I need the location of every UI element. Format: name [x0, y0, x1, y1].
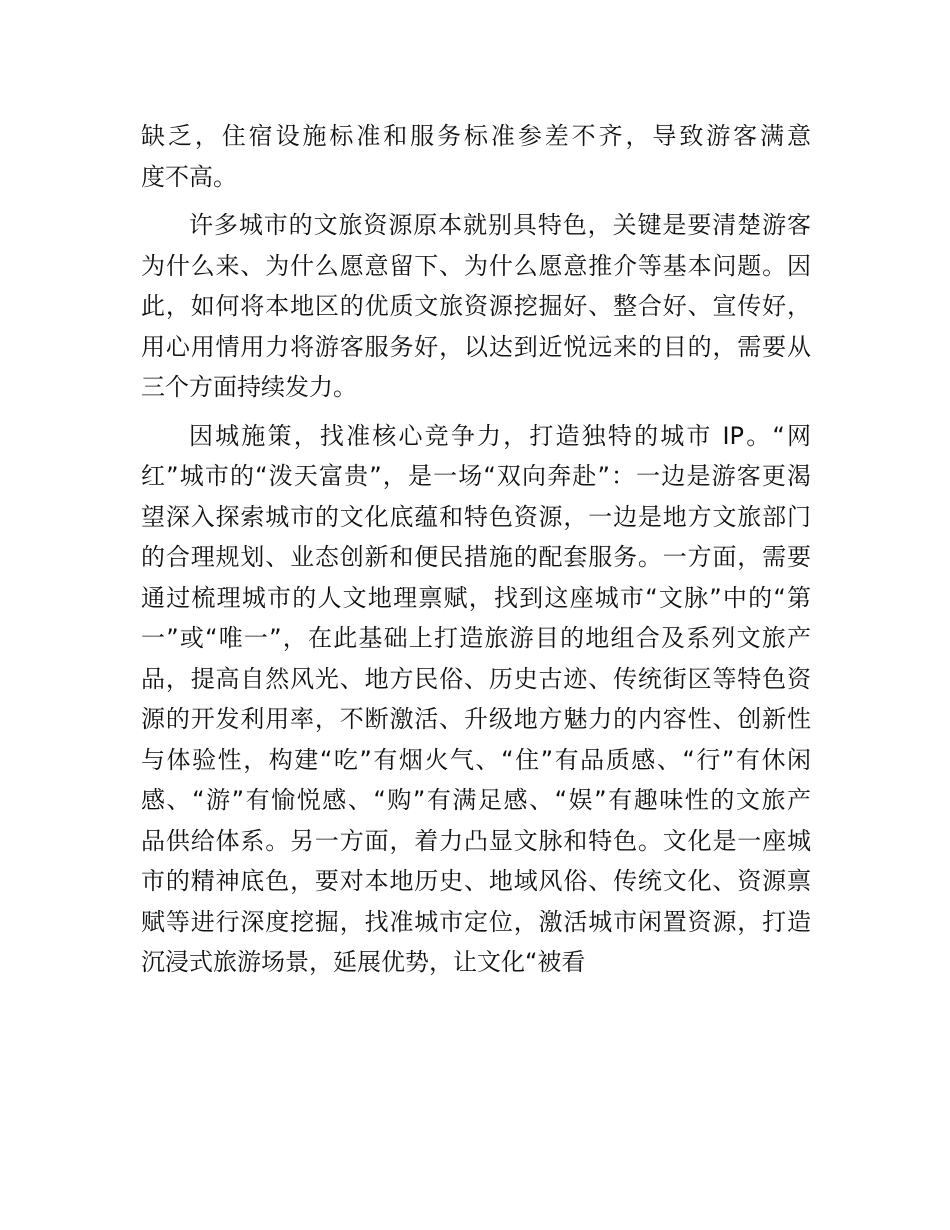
- paragraph-line: 通过梳理城市的人文地理禀赋，找到这座城市“文脉”中的“第: [141, 583, 811, 612]
- paragraph-line: 感、“游”有愉悦感、“购”有满足感、“娱”有趣味性的文旅产: [141, 786, 811, 814]
- paragraph-line: 品供给体系。另一方面，着力凸显文脉和特色。文化是一座城: [141, 826, 811, 855]
- paragraph-line: 此，如何将本地区的优质文旅资源挖掘好、整合好、宣传好，: [141, 292, 811, 320]
- paragraph-line: 为什么来、为什么愿意留下、为什么愿意推介等基本问题。因: [141, 251, 811, 280]
- paragraph-line: 用心用情用力将游客服务好，以达到近悦远来的目的，需要从: [141, 332, 811, 361]
- paragraph-3: [141, 416, 811, 983]
- paragraph-line: 缺乏，住宿设施标准和服务标准参差不齐，导致游客满意: [141, 122, 811, 150]
- paragraph-line: 赋等进行深度挖掘，找准城市定位，激活城市闲置资源，打造: [141, 907, 811, 936]
- document-body: [141, 116, 811, 983]
- paragraph-line: 许多城市的文旅资源原本就别具特色，关键是要清楚游客: [189, 211, 811, 239]
- paragraph-line: 品，提高自然风光、地方民俗、历史古迹、传统街区等特色资: [141, 664, 811, 693]
- paragraph-line: 源的开发利用率，不断激活、升级地方魅力的内容性、创新性: [141, 705, 811, 733]
- paragraph-line: 三个方面持续发力。: [141, 373, 357, 401]
- paragraph-line: 一”或“唯一”，在此基础上打造旅游目的地组合及系列文旅产: [141, 624, 811, 652]
- paragraph-2: [141, 205, 811, 408]
- paragraph-line: 度不高。: [141, 162, 237, 191]
- paragraph-1: [141, 116, 811, 197]
- paragraph-line: 与体验性，构建“吃”有烟火气、“住”有品质感、“行”有休闲: [141, 745, 811, 774]
- paragraph-line: 市的精神底色，要对本地历史、地域风俗、传统文化、资源禀: [141, 867, 811, 895]
- paragraph-line: 红”城市的“泼天富贵”，是一场“双向奔赴”：一边是游客更渴: [141, 462, 811, 490]
- paragraph-line: 因城施策，找准核心竞争力，打造独特的城市 IP。“网: [189, 421, 811, 450]
- paragraph-line: 的合理规划、业态创新和便民措施的配套服务。一方面，需要: [141, 543, 811, 571]
- paragraph-line: 沉浸式旅游场景，延展优势，让文化“被看: [141, 948, 586, 976]
- paragraph-line: 望深入探索城市的文化底蕴和特色资源，一边是地方文旅部门: [141, 502, 811, 531]
